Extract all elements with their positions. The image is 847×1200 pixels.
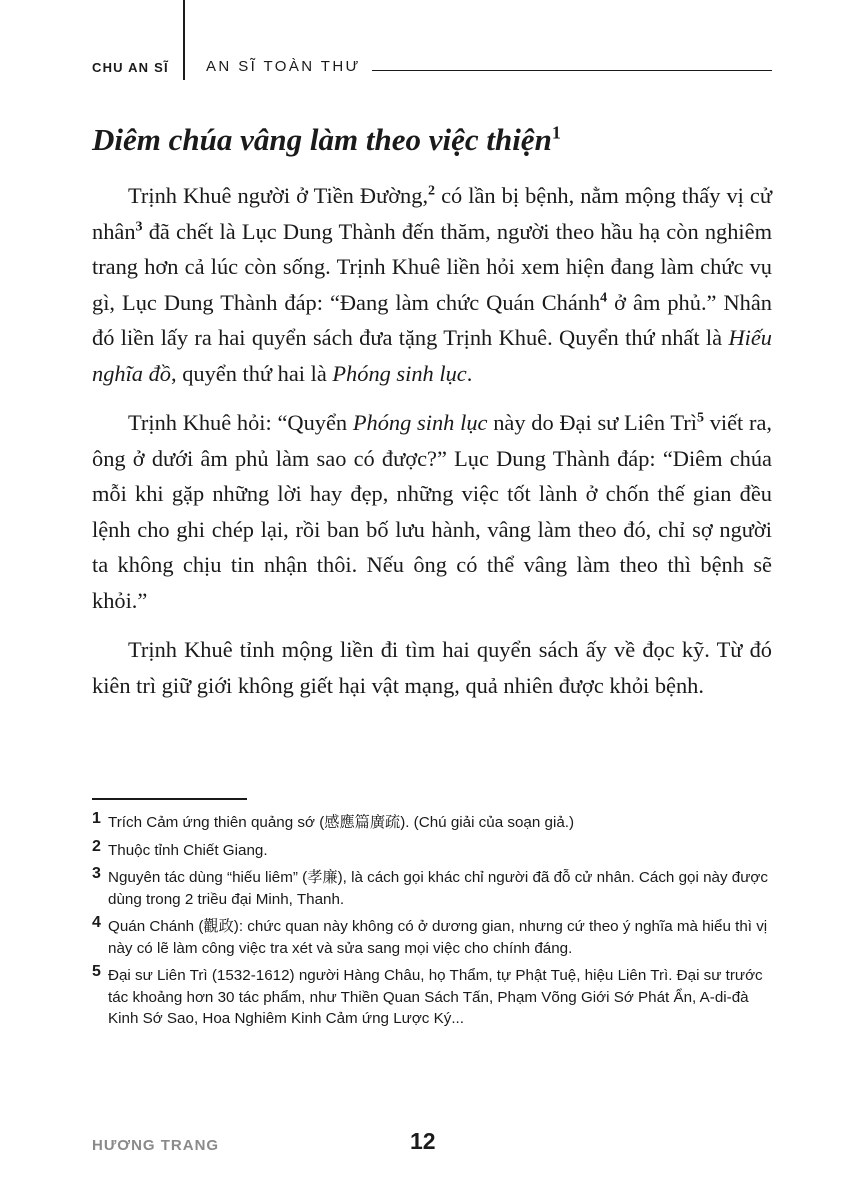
body-text: [92, 178, 772, 717]
footnote: [92, 867, 782, 910]
footnote: [92, 965, 782, 1030]
footnote-text: Nguyên tác dùng “hiếu liêm” (孝廉), là cách gọi khác chỉ người đã đỗ cử nhân. Cách gọi này được dùng trong 2 triều đại Minh, Thanh.: [108, 869, 768, 908]
chapter-title: [92, 122, 561, 158]
footnote-ref-3: 3: [135, 219, 143, 235]
footnote-ref-2: 2: [428, 183, 436, 199]
text-span: Trịnh Khuê hỏi: “Quyển: [128, 410, 353, 435]
text-span: , quyển thứ hai là: [171, 360, 333, 386]
page-number: 12: [410, 1128, 436, 1154]
footnote-text: Thuộc tỉnh Chiết Giang.: [108, 841, 268, 859]
book-title: Phóng sinh lục: [352, 410, 488, 435]
footnote-ref-1: 1: [551, 122, 561, 143]
footnote-number: 2: [92, 837, 101, 855]
footnote-number: 4: [92, 914, 101, 931]
footnote-ref-4: 4: [600, 290, 608, 306]
footnote-text: Đại sư Liên Trì (1532-1612) người Hàng Châu, họ Thẩm, tự Phật Tuệ, hiệu Liên Trì. Đại sư trước tác khoảng hơn 30 tác phẩm, như Thiền Quan Sách Tấn, Phạm Võng Giới Sớ Phát Ẩn, A-di-đà Kinh Sớ Sao, Hoa Nghiêm Kinh Cảm ứng Lược Ký...: [108, 967, 763, 1027]
header-rule: [372, 70, 772, 71]
header-author: CHU AN SĨ: [92, 60, 169, 75]
text-span: .: [466, 360, 473, 386]
text-span: đã chết là Lục Dung Thành đến thăm, người theo hầu hạ còn nghiêm trang hơn cả lúc còn sống. Trịnh Khuê liền hỏi xem hiện đang làm chức vụ gì, Lục Dung Thành đáp: “Đang làm chức Quán Chánh: [92, 218, 772, 315]
text-span: Trịnh Khuê người ở Tiền Đường,: [128, 183, 429, 208]
text-span: Trịnh Khuê tỉnh mộng liền đi tìm hai quyển sách ấy về đọc kỹ. Từ đó kiên trì giữ giới không giết hại vật mạng, quả nhiên được khỏi bệnh.: [92, 637, 772, 698]
running-header: [0, 0, 847, 95]
book-title: Hiếu nghĩa đồ: [92, 325, 772, 386]
header-series-title: AN SĨ TOÀN THƯ: [206, 58, 361, 75]
footnote: [92, 812, 782, 834]
footnote: [92, 916, 782, 959]
footnote-text: Quán Chánh (觀政): chức quan này không có ở dương gian, nhưng cứ theo ý nghĩa mà hiểu thì vị này có lẽ làm công việc tra xét và sửa sang mọi việc cho chính đáng.: [108, 918, 768, 957]
text-span: này do Đại sư Liên Trì: [487, 410, 697, 435]
chapter-title-text: Diêm chúa vâng làm theo việc thiện: [92, 122, 552, 157]
paragraph-2: [92, 405, 772, 618]
footnote-ref-5: 5: [696, 410, 704, 426]
book-title: Phóng sinh lục: [332, 360, 467, 386]
footnote-text: Trích Cảm ứng thiên quảng sớ (感應篇廣疏). (Chú giải của soạn giả.): [108, 814, 575, 831]
footnote-separator: [92, 798, 247, 800]
footnote: [92, 837, 782, 862]
footnotes: [92, 812, 782, 1036]
footnote-number: 1: [92, 810, 101, 827]
header-divider: [183, 0, 185, 80]
paragraph-3: [92, 632, 772, 703]
footnote-number: 3: [92, 865, 101, 882]
paragraph-1: [92, 178, 772, 391]
footnote-number: 5: [92, 963, 101, 980]
text-span: viết ra, ông ở dưới âm phủ làm sao có được?” Lục Dung Thành đáp: “Diêm chúa mỗi khi gặp những lời hay đẹp, những việc tốt lành ở chốn thế gian đều lệnh cho ghi chép lại, rồi ban bố lưu hành, vâng làm theo đó, chỉ sợ người ta không chịu tin nhận thôi. Nếu ông có thể vâng làm theo thì bệnh sẽ khỏi.”: [92, 410, 773, 613]
publisher-brand: HƯƠNG TRANG: [92, 1137, 220, 1154]
text-span: ở âm phủ.” Nhân đó liền lấy ra hai quyển sách đưa tặng Trịnh Khuê. Quyển thứ nhất là: [92, 289, 772, 350]
text-span: có lần bị bệnh, nằm mộng thấy vị cử nhân: [92, 183, 772, 244]
